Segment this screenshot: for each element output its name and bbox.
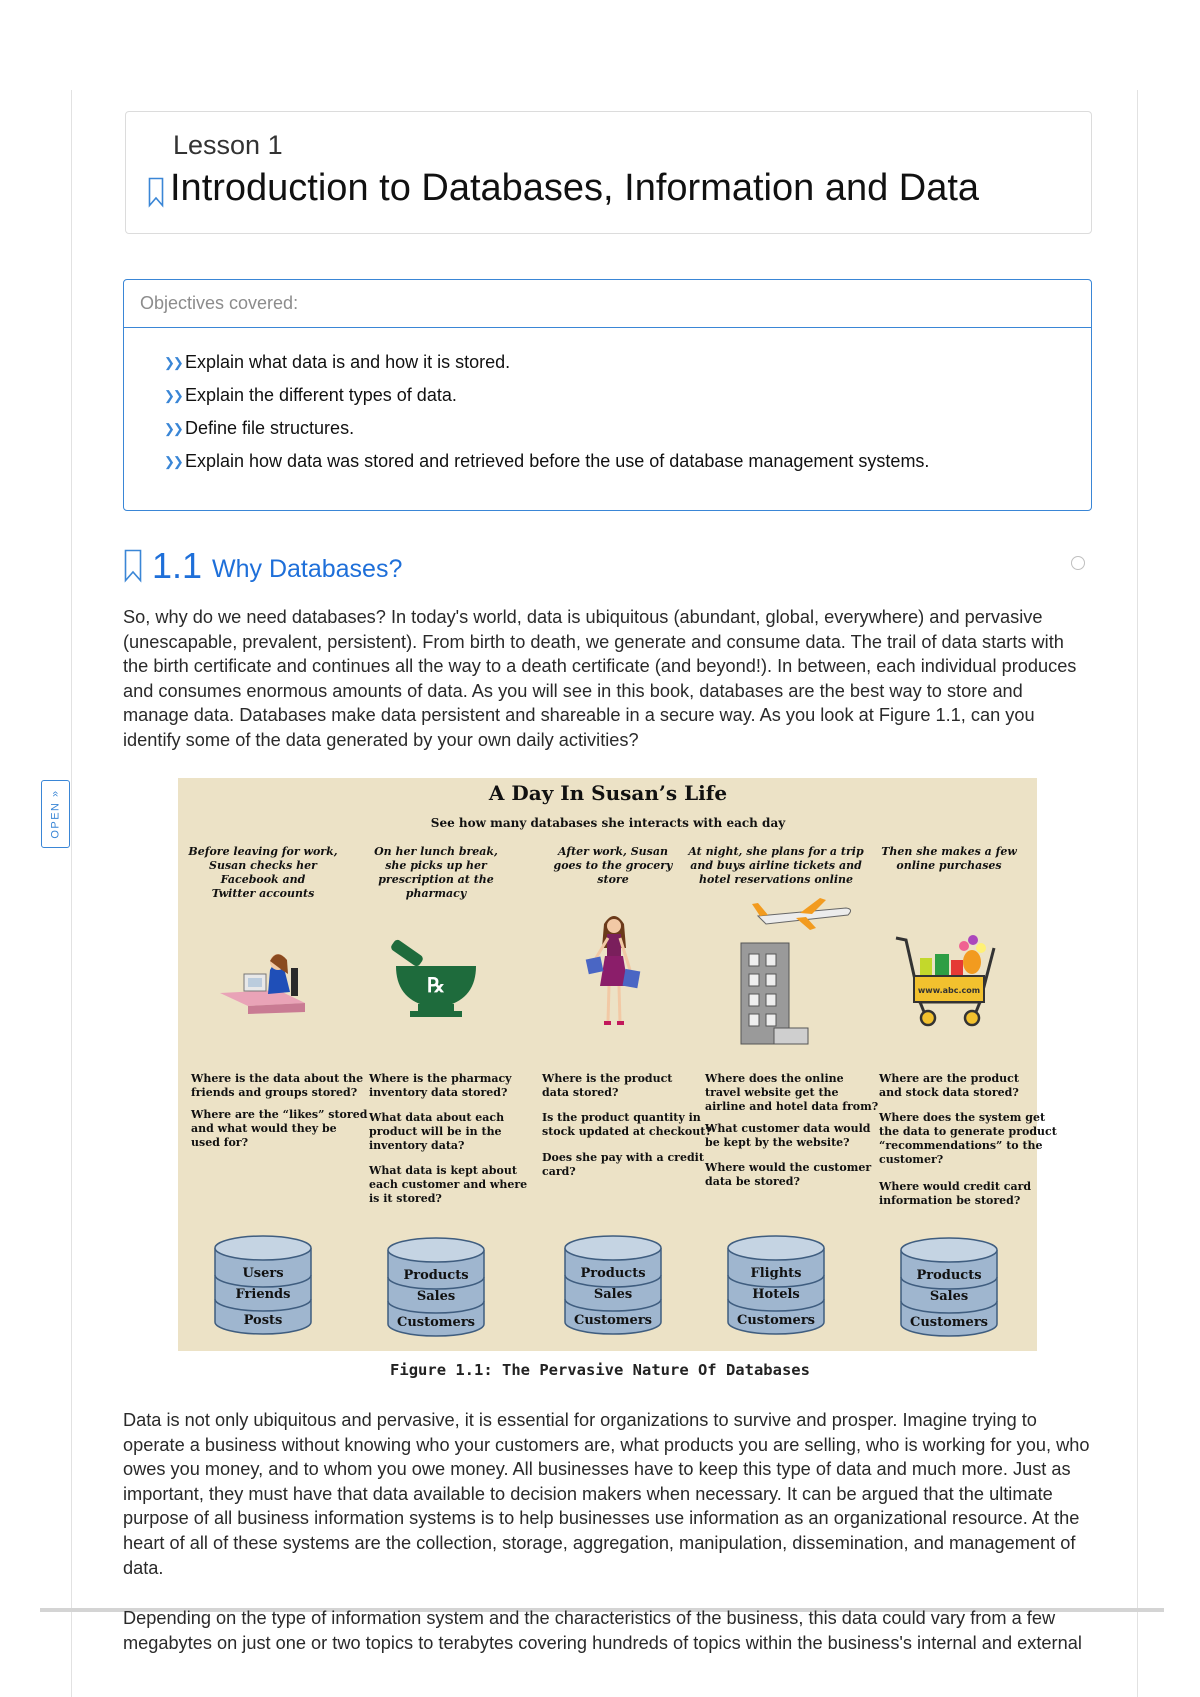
svg-text:card?: card? [542, 1165, 576, 1178]
svg-text:the data to generate product: the data to generate product [879, 1125, 1057, 1138]
svg-text:Sales: Sales [416, 1289, 456, 1304]
svg-text:inventory data stored?: inventory data stored? [369, 1086, 508, 1099]
svg-text:prescription at the: prescription at the [378, 873, 494, 886]
svg-text:friends and groups stored?: friends and groups stored? [191, 1086, 358, 1099]
svg-text:customer?: customer? [879, 1153, 944, 1166]
objectives-box [123, 279, 1092, 511]
website-label: www.abc.com [917, 986, 981, 995]
svg-text:Where would credit card: Where would credit card [879, 1180, 1032, 1193]
svg-text:Customers: Customers [574, 1313, 652, 1328]
bookmark-icon[interactable] [124, 549, 142, 582]
svg-text:hotel reservations online: hotel reservations online [698, 873, 854, 886]
page-frame-right [1137, 90, 1138, 1697]
svg-text:online purchases: online purchases [896, 859, 1002, 872]
svg-text:Where are the product: Where are the product [879, 1072, 1019, 1085]
figure-title: A Day In Susan’s Life [488, 781, 728, 805]
svg-text:inventory data?: inventory data? [369, 1139, 465, 1152]
objective-item: ❯❯ Explain the different types of data. [164, 385, 457, 405]
bookmark-icon[interactable] [148, 177, 164, 207]
svg-text:Where does the system get: Where does the system get [879, 1111, 1046, 1124]
open-sidebar-tab[interactable] [41, 780, 70, 848]
svg-text:goes to the grocery: goes to the grocery [553, 859, 673, 872]
svg-text:At night, she plans for a trip: At night, she plans for a trip [688, 845, 864, 858]
svg-text:product will be in the: product will be in the [369, 1125, 502, 1138]
section-number: 1.1 [152, 545, 203, 586]
svg-text:used for?: used for? [191, 1136, 249, 1149]
svg-text:travel website get the: travel website get the [705, 1086, 839, 1099]
svg-text:Where would the customer: Where would the customer [705, 1161, 872, 1174]
svg-text:Where is the product: Where is the product [542, 1072, 673, 1085]
double-chevron-icon: ❯❯ [164, 421, 182, 436]
lesson-title: Introduction to Databases, Information and Data [170, 167, 980, 209]
objective-item: ❯❯ Explain how data was stored and retrieved before the use of database management systems. [164, 451, 930, 471]
svg-text:and what would they be: and what would they be [191, 1122, 337, 1135]
svg-text:On her lunch break,: On her lunch break, [374, 845, 498, 858]
svg-text:What customer data would: What customer data would [705, 1122, 871, 1135]
open-tab-label: OPEN » [49, 789, 62, 839]
lesson-label: Lesson 1 [173, 130, 283, 160]
page-frame-left [71, 90, 72, 1697]
svg-text:Does she pay with a credit: Does she pay with a credit [542, 1151, 704, 1164]
svg-text:airline and hotel data from?: airline and hotel data from? [705, 1100, 879, 1113]
figure-subtitle: See how many databases she interacts with each day [430, 816, 786, 830]
svg-text:Where is the data about the: Where is the data about the [191, 1072, 364, 1085]
svg-text:Where does the online: Where does the online [705, 1072, 844, 1085]
svg-text:Customers: Customers [397, 1315, 475, 1330]
svg-text:pharmacy: pharmacy [405, 887, 467, 900]
section-heading [124, 545, 1094, 590]
svg-text:Sales: Sales [593, 1287, 633, 1302]
svg-text:data be stored?: data be stored? [705, 1175, 800, 1188]
completion-circle-icon[interactable] [1071, 556, 1085, 570]
svg-text:information be stored?: information be stored? [879, 1194, 1021, 1207]
svg-text:she picks up her: she picks up her [385, 859, 487, 872]
svg-text:“recommendations” to the: “recommendations” to the [879, 1139, 1043, 1152]
figure-day-in-susans-life [178, 778, 1057, 1351]
svg-text:After work, Susan: After work, Susan [558, 845, 668, 858]
svg-text:be kept by the website?: be kept by the website? [705, 1136, 850, 1149]
svg-text:Products: Products [403, 1268, 469, 1283]
objectives-heading: Objectives covered: [124, 280, 1091, 328]
svg-text:Twitter accounts: Twitter accounts [211, 887, 315, 900]
svg-text:Where is the pharmacy: Where is the pharmacy [369, 1072, 512, 1085]
svg-text:Customers: Customers [910, 1315, 988, 1330]
svg-text:Posts: Posts [243, 1313, 283, 1328]
svg-text:Users: Users [242, 1266, 284, 1281]
svg-text:Facebook and: Facebook and [220, 873, 306, 886]
svg-text:Customers: Customers [737, 1313, 815, 1328]
paragraph: Data is not only ubiquitous and pervasive, it is essential for organizations to survive and prosper. Imagine trying to operate a business without knowing who your customers are, what products you are selling, who is working for you, who owes you money, and to whom you owe money. All businesses have to keep this type of data and much more. Just as important, they must have that data available to decision makers when necessary. It can be argued that the ultimate purpose of all business information systems is to help businesses use information as an organizational resource. At the heart of all of these systems are the collection, storage, aggregation, manipulation, dissemination, and management of data. [123, 1410, 1090, 1578]
svg-text:Sales: Sales [929, 1289, 969, 1304]
svg-text:Friends: Friends [235, 1287, 291, 1302]
lesson-header [125, 111, 1092, 234]
svg-text:and buys airline tickets and: and buys airline tickets and [690, 859, 862, 872]
svg-text:℞: ℞ [427, 973, 445, 997]
double-chevron-icon: ❯❯ [164, 355, 182, 370]
objective-item: ❯❯ Define file structures. [164, 418, 355, 438]
svg-text:Hotels: Hotels [752, 1287, 800, 1302]
objectives-list [124, 328, 1091, 484]
svg-text:each customer and where: each customer and where [369, 1178, 528, 1191]
svg-text:stock updated at checkout?: stock updated at checkout? [542, 1125, 712, 1138]
svg-text:Is the product quantity in: Is the product quantity in [542, 1111, 701, 1124]
svg-text:is it stored?: is it stored? [369, 1192, 442, 1205]
svg-text:Then she makes a few: Then she makes a few [881, 845, 1017, 858]
paragraph: So, why do we need databases? In today's world, data is ubiquitous (abundant, global, everywhere) and pervasive (unescapable, prevalent, persistent). From birth to death, we generate and consume data. The trail of data starts with the birth certificate and continues all the way to a death certificate (and beyond!). In between, each individual produces and consumes enormous amounts of data. As you will see in this book, databases are the best way to store and manage data. Databases make data persistent and shareable in a secure way. As you look at Figure 1.1, can you identify some of the data generated by your own daily activities? [123, 607, 1077, 750]
paragraph: Depending on the type of information system and the characteristics of the business, this data could vary from a few megabytes on just one or two topics to terabytes covering hundreds of topics within the business's internal and external [123, 1608, 1082, 1653]
svg-text:Susan checks her: Susan checks her [209, 859, 317, 872]
svg-text:data stored?: data stored? [542, 1086, 619, 1099]
svg-text:Before leaving for work,: Before leaving for work, [188, 845, 338, 858]
svg-text:What data is kept about: What data is kept about [369, 1164, 517, 1177]
objective-item: ❯❯ Explain what data is and how it is stored. [164, 352, 511, 372]
svg-text:What data about each: What data about each [369, 1111, 505, 1124]
double-chevron-icon: ❯❯ [164, 388, 182, 403]
double-chevron-icon: ❯❯ [164, 454, 182, 469]
svg-text:Where are the “likes” stored: Where are the “likes” stored [191, 1108, 368, 1121]
section-title: Why Databases? [212, 555, 403, 583]
figure-caption: Figure 1.1: The Pervasive Nature Of Databases [390, 1361, 810, 1379]
svg-text:Flights: Flights [750, 1266, 802, 1281]
svg-text:Products: Products [580, 1266, 646, 1281]
svg-text:Products: Products [916, 1268, 982, 1283]
svg-text:and stock data stored?: and stock data stored? [879, 1086, 1019, 1099]
svg-text:store: store [597, 873, 629, 886]
